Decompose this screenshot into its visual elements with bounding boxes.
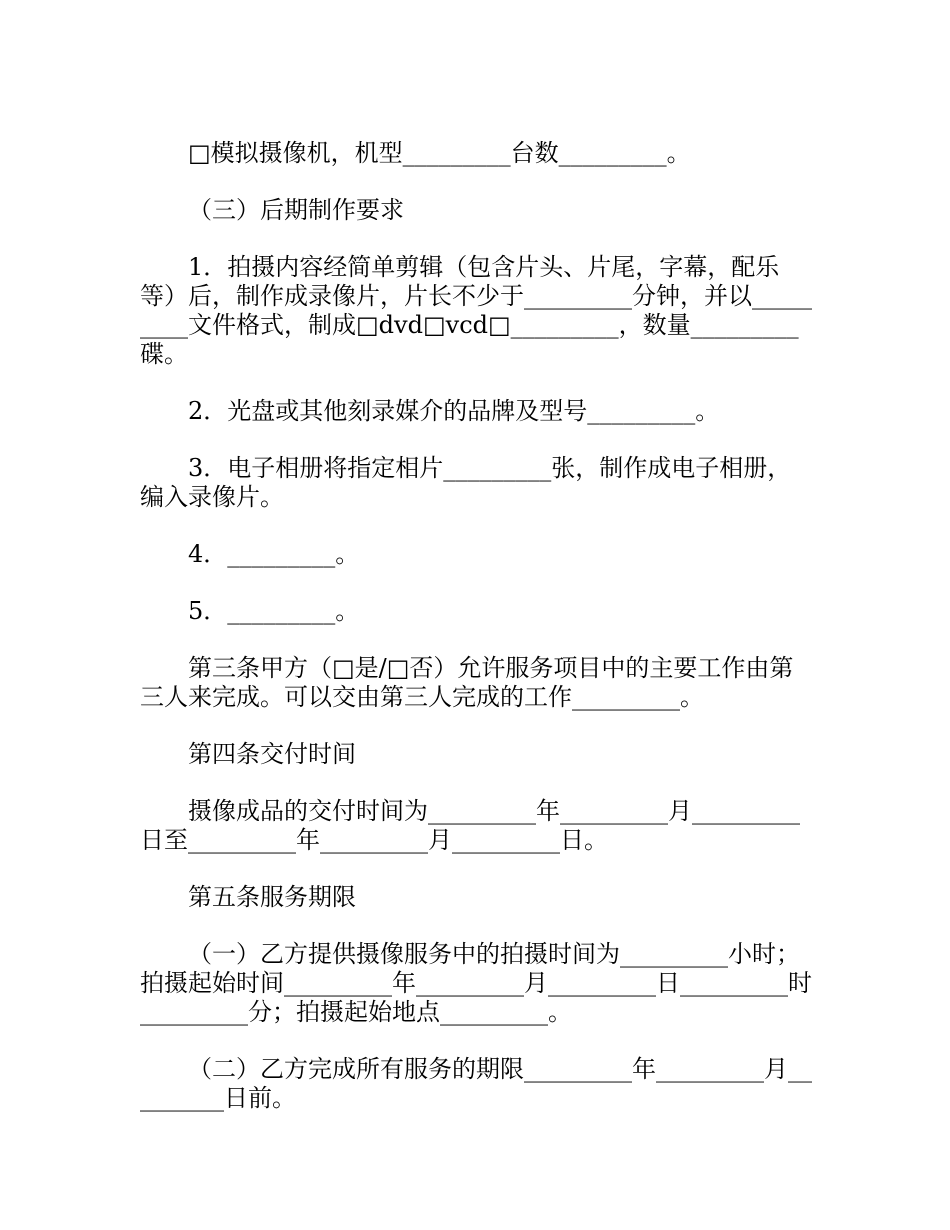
paragraph-analog-camera: □模拟摄像机，机型_________台数_________。 (188, 139, 691, 167)
paragraph-item-5: 5．_________。 (188, 597, 360, 625)
paragraph-disc-brand: 2．光盘或其他刻录媒介的品牌及型号_________。 (188, 397, 720, 425)
paragraph-editing-requirements: 1．拍摄内容经简单剪辑（包含片头、片尾，字幕，配乐等）后，制作成录像片，片长不少于_________分钟，并以_________文件格式，制成□dvd□vcd□_________，数量_________碟。 (140, 253, 812, 368)
paragraph-item-4: 4．_________。 (188, 540, 360, 568)
paragraph-service-deadline: （二）乙方完成所有服务的期限_________年_________月_________日前。 (140, 1055, 812, 1112)
heading-article-4: 第四条交付时间 (188, 740, 356, 768)
paragraph-article-3: 第三条甲方（□是/□否）允许服务项目中的主要工作由第三人来完成。可以交由第三人完成的工作_________。 (140, 654, 794, 711)
heading-post-production: （三）后期制作要求 (188, 196, 404, 224)
paragraph-shooting-time: （一）乙方提供摄像服务中的拍摄时间为_________小时；拍摄起始时间_________年_________月_________日_________时_________分；拍摄起始地点_________。 (140, 940, 812, 1026)
document-page (140, 139, 812, 1141)
paragraph-electronic-album: 3．电子相册将指定相片_________张，制作成电子相册，编入录像片。 (140, 454, 792, 511)
paragraph-delivery-time: 摄像成品的交付时间为_________年_________月_________日至_________年_________月_________日。 (140, 797, 800, 854)
heading-article-5: 第五条服务期限 (188, 883, 356, 911)
